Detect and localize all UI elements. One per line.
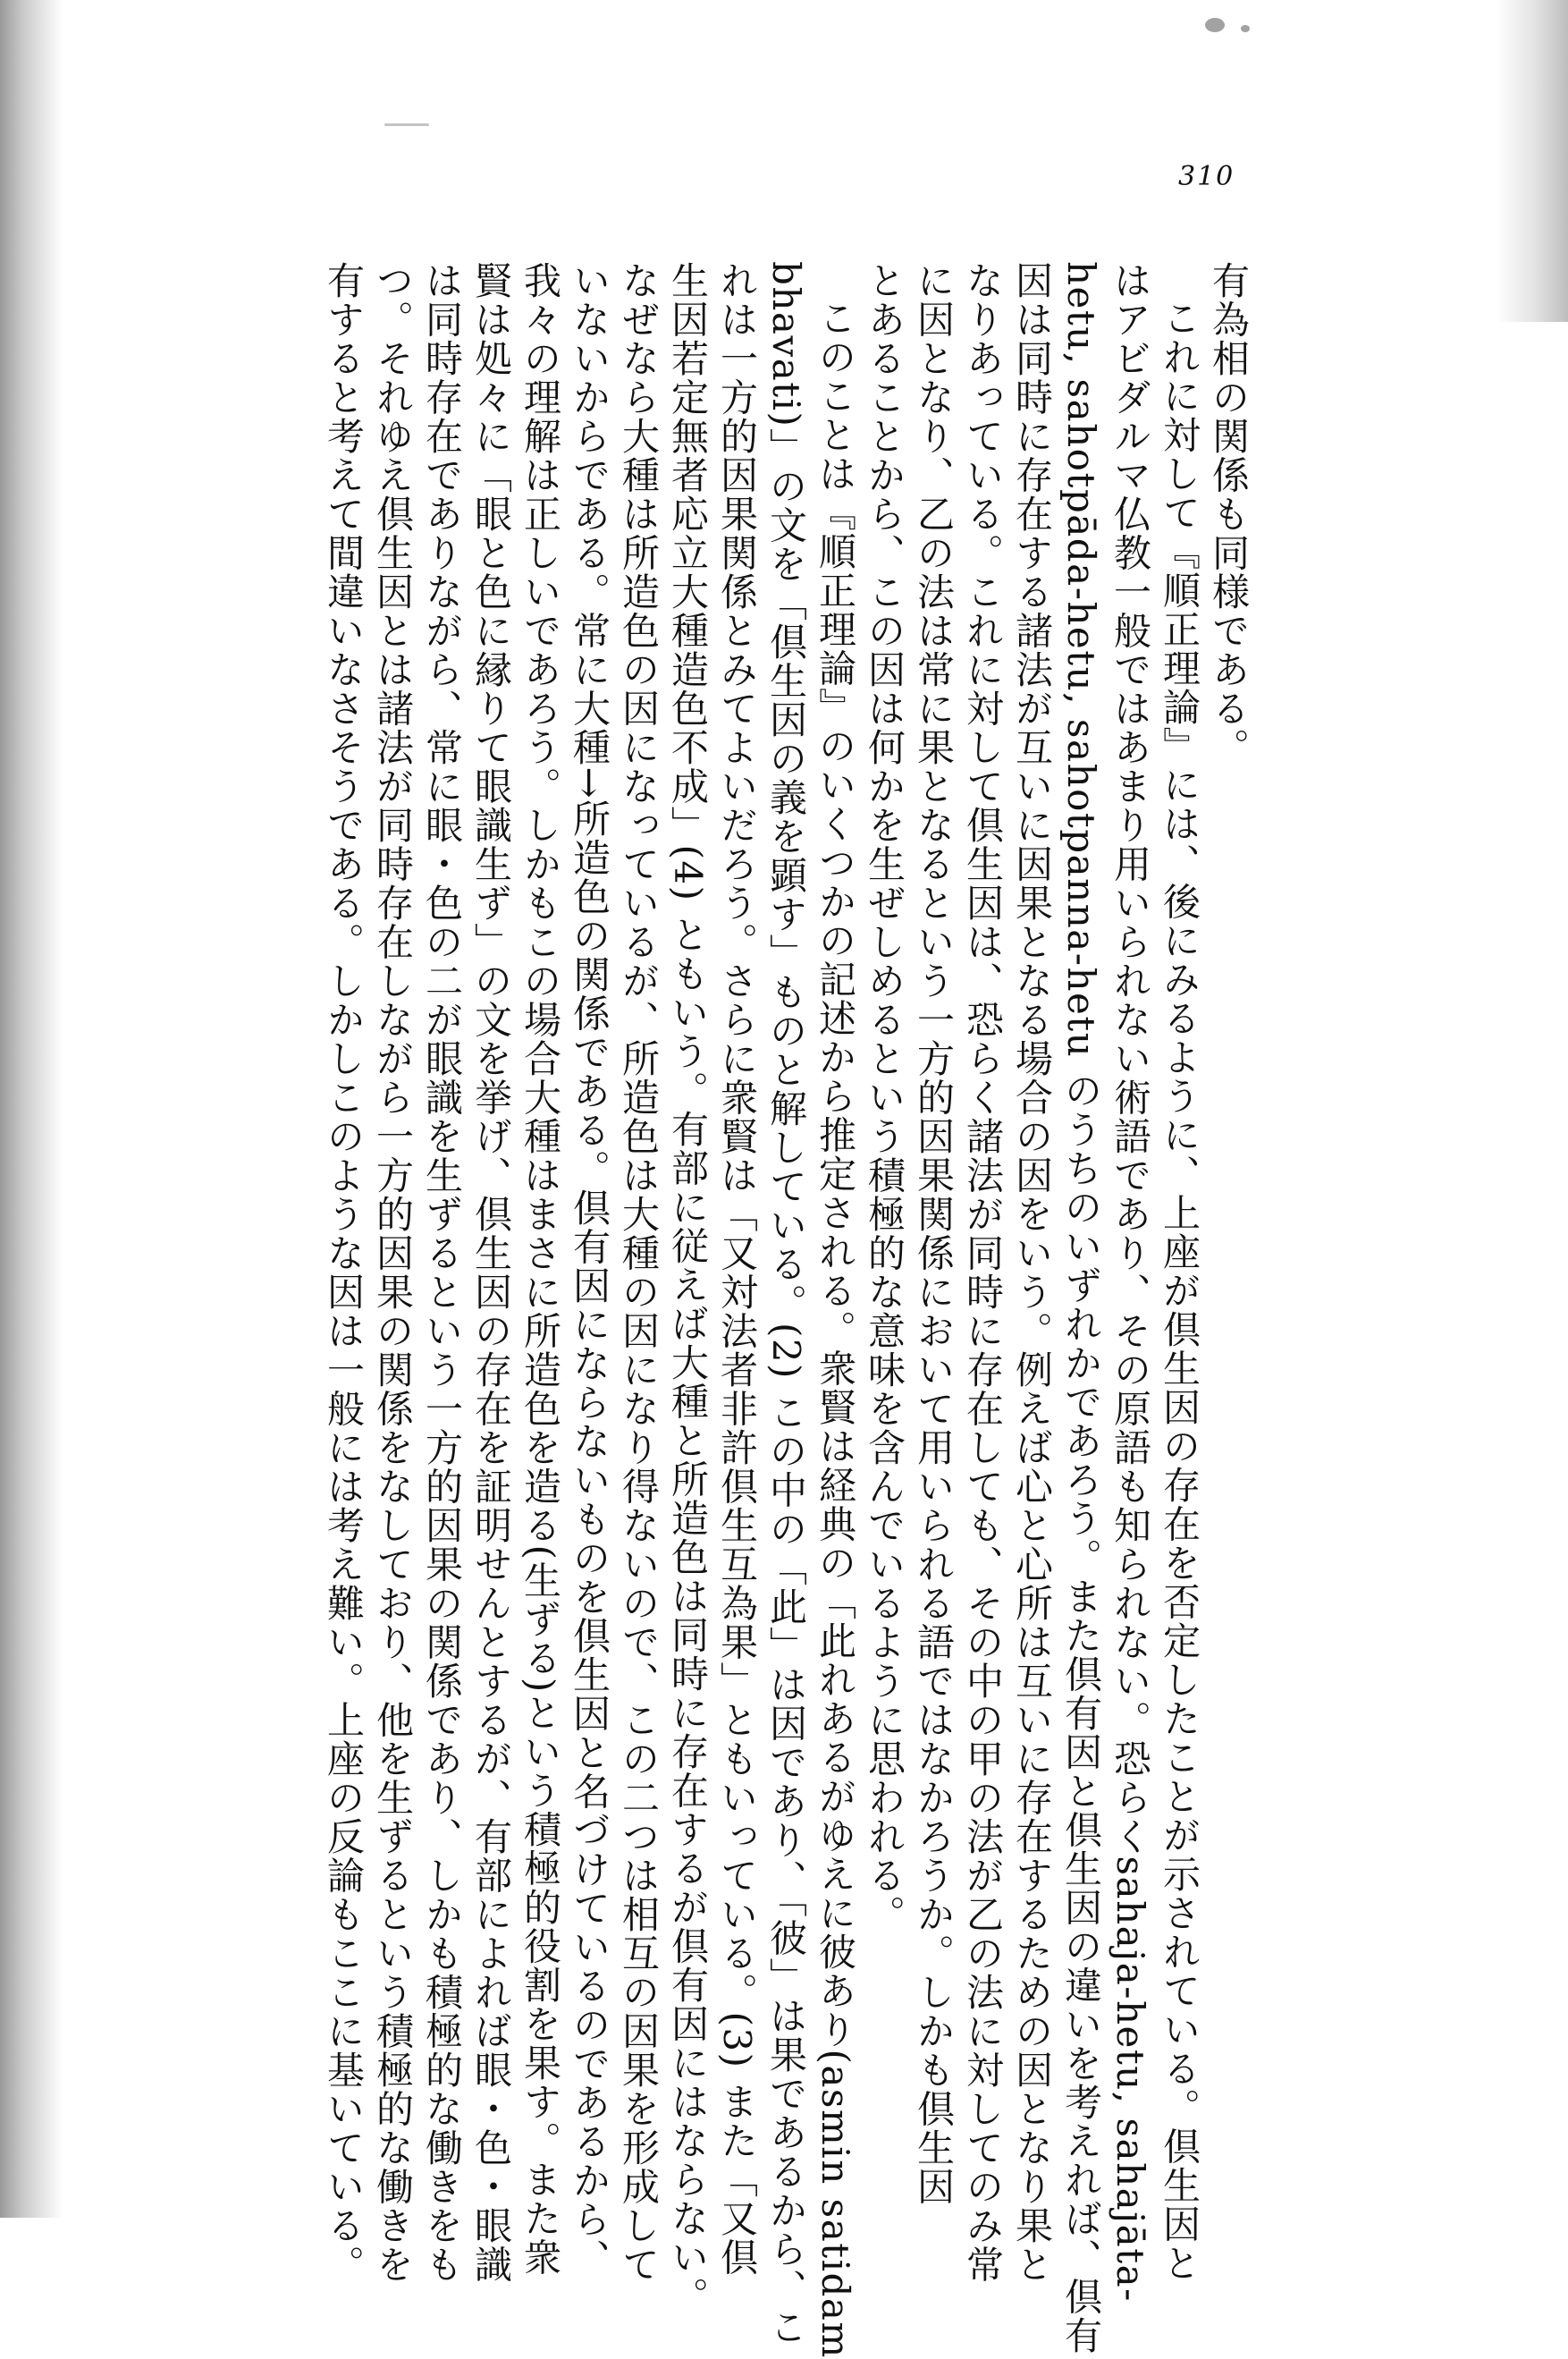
text-line: bhavati)」の文を「倶生因の義を顕す」ものと解している。(2) この中の「此」は因であり、「彼」は果であるから、こ <box>764 261 808 2347</box>
text-line: 因は同時に存在する諸法が互いに因果となる場合の因をいう。例えば心と心所は互いに存在するための因となり果と <box>1010 261 1054 2284</box>
text-line: これに対して『順正理論』には、後にみるように、上座が倶生因の存在を否定したことが示されている。倶生因と <box>1158 299 1201 2283</box>
scan-shadow-right <box>1496 0 1568 322</box>
text-line: 我々の理解は正しいであろう。しかもこの場合大種はまさに所造色を造る(生ずる)という積極的役割を果す。また衆 <box>518 261 562 2278</box>
text-line: 有すると考えて間違いなさそうである。しかしこのような因は一般には考え難い。上座の反論もここに基いている。 <box>322 261 366 2284</box>
scan-shadow-left <box>0 0 63 2218</box>
text-line: 賢は処々に「眼と色に縁りて眼識生ず」の文を挙げ、倶生因の存在を証明せんとするが、有部によれば眼・色・眼識 <box>469 261 513 2284</box>
text-line: はアビダルマ仏教一般ではあまり用いられない術語であり、その原語も知られない。恐らくsahaja-hetu, sahajāta- <box>1109 261 1152 2303</box>
scan-speck <box>1241 25 1250 32</box>
body-text <box>100 261 1253 2359</box>
text-line: 有為相の関係も同様である。 <box>1207 261 1251 767</box>
text-line: は同時存在でありながら、常に眼・色の二が眼識を生ずるという一方的因果の関係であり、しかも積極的な働きをも <box>420 261 464 2284</box>
text-line: なりあっている。これに対して倶生因は、恐らく諸法が同時に存在しても、その中の甲の法が乙の法に対してのみ常 <box>961 261 1005 2284</box>
text-line: 生因若定無者応立大種造色不成」(4) ともいう。有部に従えば大種と所造色は同時に存在するが倶有因にはならない。 <box>666 261 710 2316</box>
text-line: hetu, sahotpāda-hetu, sahotpanna-hetu のうちのいずれかであろう。また倶有因と倶生因の違いを考えれば、倶有 <box>1059 261 1103 2355</box>
text-line: いないからである。常に大種→所造色の関係である。倶有因にならないものを倶生因と名づけているのであるから、 <box>568 261 611 2279</box>
text-line: このことは『順正理論』のいくつかの記述から推定される。衆賢は経典の「此れあるがゆえに彼あり(asmin satidam <box>814 299 857 2359</box>
scan-mark <box>384 123 429 126</box>
text-line: に因となり、乙の法は常に果となるという一方的因果関係において用いられる語ではなかろうか。しかも倶生因 <box>912 261 956 2206</box>
page-number: 310 <box>1178 161 1235 192</box>
scan-speck <box>1205 18 1225 32</box>
text-line: つ。それゆえ倶生因とは諸法が同時存在しながら一方的因果の関係をなしており、他を生ずるという積極的な働きを <box>371 261 415 2284</box>
text-line: とあることから、この因は何かを生ぜしめるという積極的な意味を含んでいるように思われる。 <box>863 261 906 1934</box>
text-line: なぜなら大種は所造色の因になっているが、所造色は大種の因になり得ないので、この二つは相互の因果を形成して <box>617 261 661 2284</box>
text-line: れは一方的因果関係とみてよいだろう。さらに衆賢は「又対法者非許倶生互為果」ともいっている。(3) また「又倶 <box>715 261 759 2277</box>
